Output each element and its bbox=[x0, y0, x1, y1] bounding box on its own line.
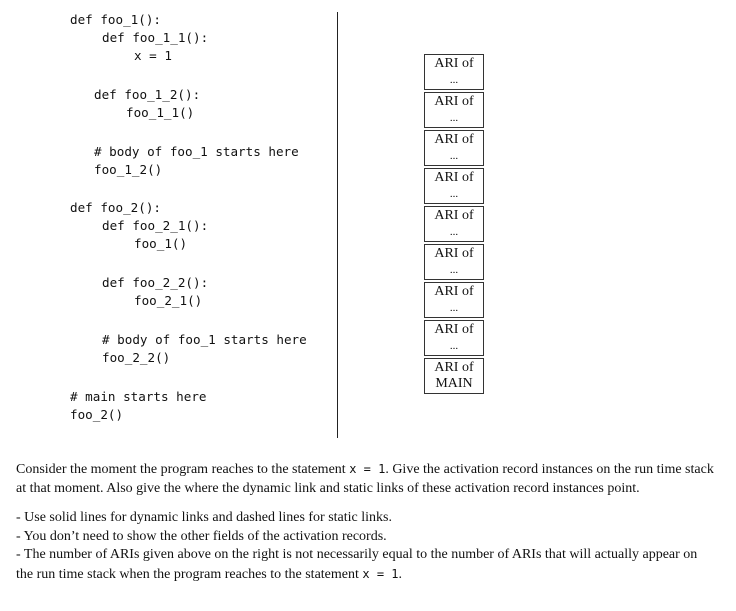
ari-owner: ... bbox=[449, 188, 459, 200]
code-line: # body of foo_1 starts here bbox=[94, 144, 299, 159]
ari-stack bbox=[424, 54, 484, 396]
ari-owner: ... bbox=[449, 150, 459, 162]
code-line: foo_1() bbox=[134, 236, 188, 251]
ari-box bbox=[424, 244, 484, 280]
code-line: # main starts here bbox=[70, 389, 207, 404]
instruction-bullet: - You don’t need to show the other fields of the activation records. bbox=[16, 528, 387, 544]
ari-box bbox=[424, 130, 484, 166]
ari-label: ARI of bbox=[434, 132, 474, 147]
question-text-part: . Give the activation record instances on the run time stack at that moment. Also give the where the dynamic link and static links of these activation record instances point. bbox=[16, 462, 714, 496]
ari-owner: MAIN bbox=[435, 376, 473, 391]
column-divider bbox=[337, 12, 338, 438]
ari-box bbox=[424, 92, 484, 128]
question-text bbox=[16, 460, 716, 584]
code-line: foo_2_2() bbox=[102, 350, 171, 365]
question-text-part: - The number of ARIs given above on the right is not necessarily equal to the number of ARIs that will actually appear on the run time stack when the program reaches to the statement bbox=[16, 547, 698, 582]
ari-label: ARI of bbox=[434, 322, 474, 337]
code-line: def foo_2(): bbox=[70, 200, 161, 215]
ari-label: ARI of bbox=[434, 56, 474, 71]
ari-box-main bbox=[424, 358, 484, 394]
ari-owner: ... bbox=[449, 302, 459, 314]
ari-box bbox=[424, 206, 484, 242]
ari-label: ARI of bbox=[434, 360, 474, 375]
ari-box bbox=[424, 168, 484, 204]
ari-label: ARI of bbox=[434, 94, 474, 109]
ari-owner: ... bbox=[449, 226, 459, 238]
instruction-bullet bbox=[16, 546, 716, 584]
ari-label: ARI of bbox=[434, 284, 474, 299]
ari-box bbox=[424, 320, 484, 356]
question-paragraph bbox=[16, 460, 716, 498]
code-line: def foo_1_1(): bbox=[102, 30, 209, 45]
code-line: def foo_2_2(): bbox=[102, 275, 209, 290]
ari-box bbox=[424, 282, 484, 318]
ari-owner: ... bbox=[449, 112, 459, 124]
inline-code: x = 1 bbox=[349, 462, 386, 476]
code-line: x = 1 bbox=[134, 48, 172, 63]
ari-label: ARI of bbox=[434, 246, 474, 261]
ari-owner: ... bbox=[449, 264, 459, 276]
ari-label: ARI of bbox=[434, 170, 474, 185]
instruction-bullet: - Use solid lines for dynamic links and dashed lines for static links. bbox=[16, 510, 392, 525]
ari-label: ARI of bbox=[434, 208, 474, 223]
ari-owner: ... bbox=[449, 74, 459, 86]
code-line: def foo_2_1(): bbox=[102, 218, 209, 233]
question-text-part: . bbox=[398, 566, 403, 582]
code-line: def foo_1(): bbox=[70, 12, 161, 27]
code-line: def foo_1_2(): bbox=[94, 87, 201, 102]
code-line: foo_2_1() bbox=[134, 293, 203, 308]
ari-box bbox=[424, 54, 484, 90]
code-line: foo_1_2() bbox=[94, 162, 163, 177]
code-line: foo_1_1() bbox=[126, 105, 195, 120]
inline-code: x = 1 bbox=[362, 566, 399, 581]
code-line: foo_2() bbox=[70, 407, 124, 422]
question-text-part: Consider the moment the program reaches to the statement bbox=[16, 462, 350, 477]
code-line: # body of foo_1 starts here bbox=[102, 332, 307, 347]
ari-owner: ... bbox=[449, 340, 459, 352]
